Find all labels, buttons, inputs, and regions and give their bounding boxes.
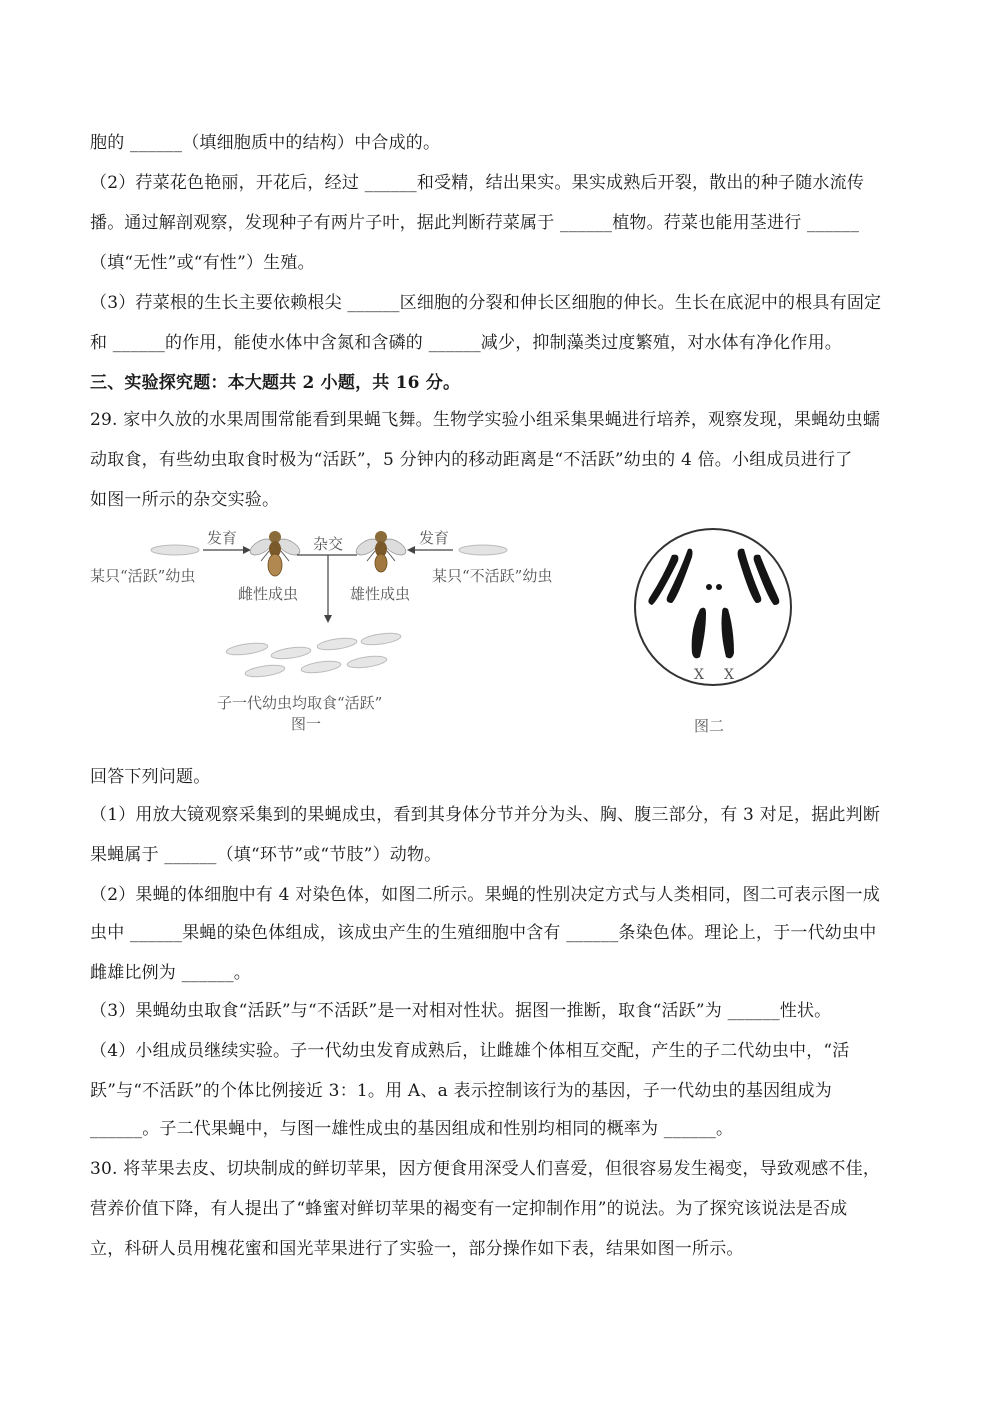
- chromosomes: [648, 549, 779, 659]
- text-line: （1）用放大镜观察采集到的果蝇成虫，看到其身体分节并分为头、胸、腹三部分，有 3 对足，据此判断: [90, 805, 881, 825]
- offspring-label: 子一代幼虫均取食“活跃”: [217, 694, 383, 712]
- text-line: 营养价值下降，有人提出了“蜂蜜对鲜切苹果的褐变有一定抑制作用”的说法。为了探究该说法是否成: [90, 1199, 848, 1219]
- text-line: 29. 家中久放的水果周围常能看到果蝇飞舞。生物学实验小组采集果蝇进行培养，观察发现，果蝇幼虫蠕: [90, 410, 881, 430]
- text-line: 雌雄比例为 ______。: [90, 963, 252, 983]
- x-chromosome-label: X: [694, 667, 704, 683]
- text-line: 胞的 ______（填细胞质中的结构）中合成的。: [90, 133, 441, 153]
- text-line: ______。子二代果蝇中，与图一雄性成虫的基因组成和性别均相同的概率为 ______。: [90, 1119, 734, 1139]
- larva-inactive-image: [459, 545, 507, 555]
- text-line: 30. 将苹果去皮、切块制成的鲜切苹果，因方便食用深受人们喜爱，但很容易发生褐变，导致观感不佳，: [90, 1159, 881, 1179]
- text-line: 和 ______的作用，能使水体中含氮和含磷的 ______减少，抑制藻类过度繁殖，对水体有净化作用。: [90, 333, 843, 353]
- text-line: 虫中 ______果蝇的染色体组成，该成虫产生的生殖细胞中含有 ______条染色体。理论上，于一代幼虫中: [90, 923, 877, 943]
- larva-inactive-label: 某只“不活跃”幼虫: [432, 567, 553, 585]
- female-fly-image: [248, 531, 303, 576]
- text-line: 跃”与“不活跃”的个体比例接近 3：1。用 A、a 表示控制该行为的基因，子一代幼虫的基因组成为: [90, 1081, 832, 1101]
- figure-1: [85, 525, 605, 735]
- female-adult-label: 雌性成虫: [238, 585, 299, 603]
- cell-circle: [635, 529, 791, 685]
- section-heading: 三、实验探究题：本大题共 2 小题，共 16 分。: [90, 373, 461, 393]
- text-line: 如图一所示的杂交实验。: [90, 490, 280, 510]
- cross-label: 杂交: [313, 535, 344, 553]
- male-adult-label: 雄性成虫: [350, 585, 411, 603]
- text-line: （3）荇菜根的生长主要依赖根尖 ______区细胞的分裂和伸长区细胞的伸长。生长在底泥中的根具有固定: [90, 293, 882, 313]
- figure-2: [620, 525, 820, 740]
- figure-1-caption: 图一: [291, 715, 322, 733]
- male-fly-image: [354, 531, 409, 572]
- text-line: 果蝇属于 ______（填“环节”或“节肢”）动物。: [90, 845, 442, 865]
- larva-active-image: [151, 545, 199, 555]
- text-line: 立，科研人员用槐花蜜和国光苹果进行了实验一，部分操作如下表，结果如图一所示。: [90, 1239, 744, 1259]
- develop-left-label: 发育: [207, 529, 238, 547]
- text-line: 动取食，有些幼虫取食时极为“活跃”，5 分钟内的移动距离是“不活跃”幼虫的 4 倍。小组成员进行了: [90, 450, 853, 470]
- text-line: 播。通过解剖观察，发现种子有两片子叶，据此判断荇菜属于 ______植物。荇菜也能用茎进行 ______: [90, 213, 860, 233]
- larva-active-label: 某只“活跃”幼虫: [90, 567, 196, 585]
- develop-right-label: 发育: [419, 529, 450, 547]
- text-line: （3）果蝇幼虫取食“活跃”与“不活跃”是一对相对性状。据图一推断，取食“活跃”为 ______性状。: [90, 1001, 832, 1021]
- text-line: 回答下列问题。: [90, 767, 211, 787]
- text-line: （2）果蝇的体细胞中有 4 对染色体，如图二所示。果蝇的性别决定方式与人类相同，图二可表示图一成: [90, 885, 881, 905]
- offspring-larvae-image: [226, 631, 402, 678]
- text-line: （填“无性”或“有性”）生殖。: [90, 253, 315, 273]
- text-line: （4）小组成员继续实验。子一代幼虫发育成熟后，让雌雄个体相互交配，产生的子二代幼虫中，“活: [90, 1041, 850, 1061]
- figure-2-caption: 图二: [694, 717, 725, 735]
- x-chromosome-label: X: [724, 667, 734, 683]
- text-line: （2）荇菜花色艳丽，开花后，经过 ______和受精，结出果实。果实成熟后开裂，散出的种子随水流传: [90, 173, 865, 193]
